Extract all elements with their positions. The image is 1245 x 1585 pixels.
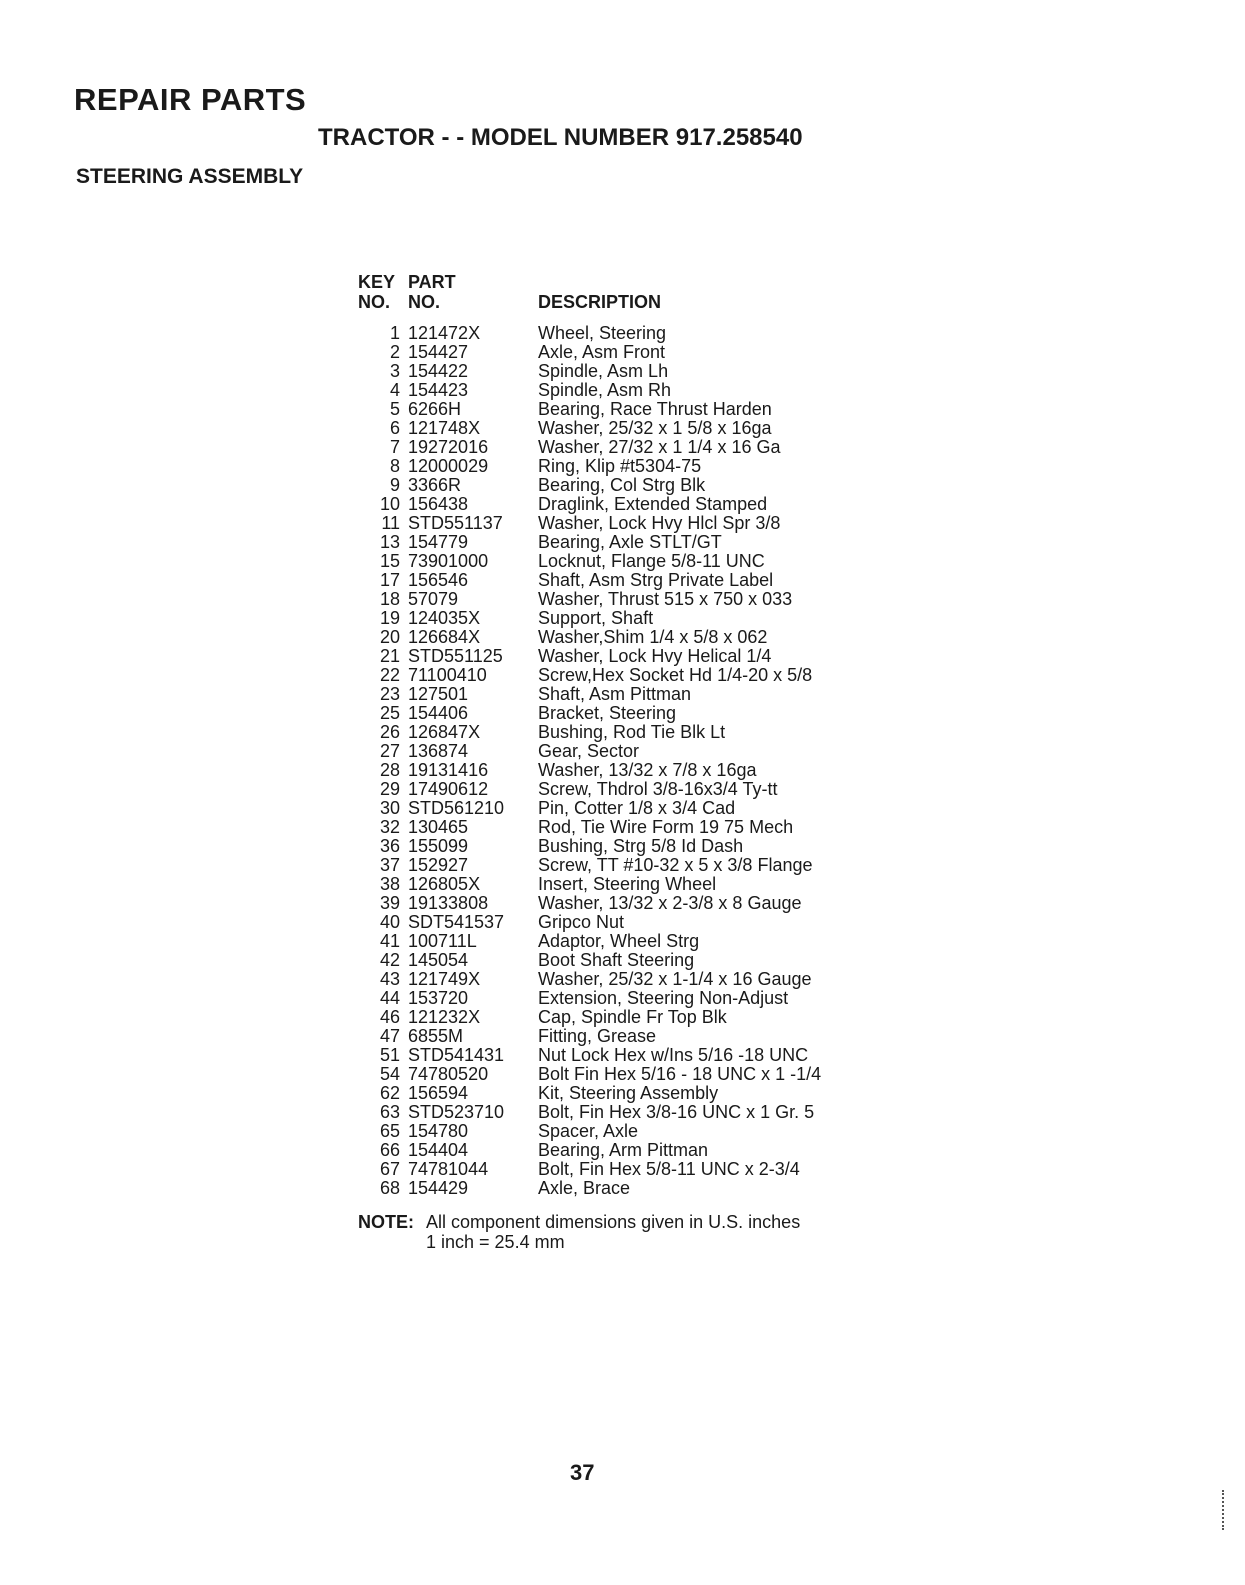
- table-row: [358, 590, 858, 609]
- description-cell: Draglink, Extended Stamped: [538, 494, 768, 514]
- column-header-key-no: KEY NO.: [358, 272, 396, 312]
- key-no-cell: 21: [379, 646, 400, 666]
- part-no-cell: 121472X: [408, 323, 481, 343]
- part-no-cell: 156546: [408, 570, 469, 590]
- key-no-cell: 9: [389, 475, 400, 495]
- key-no-cell: 46: [379, 1007, 400, 1027]
- table-row: [358, 552, 858, 571]
- part-no-cell: 57079: [408, 589, 459, 609]
- table-row: [358, 932, 858, 951]
- description-cell: Gripco Nut: [538, 912, 625, 932]
- key-no-cell: 27: [379, 741, 400, 761]
- part-no-cell: 156594: [408, 1083, 469, 1103]
- table-row: [358, 1141, 858, 1160]
- part-no-cell: 136874: [408, 741, 469, 761]
- table-row: [358, 666, 858, 685]
- parts-table: [358, 270, 858, 1198]
- table-row: [358, 457, 858, 476]
- description-cell: Cap, Spindle Fr Top Blk: [538, 1007, 727, 1027]
- description-cell: Bushing, Rod Tie Blk Lt: [538, 722, 726, 742]
- key-no-cell: 29: [379, 779, 400, 799]
- part-no-cell: SDT541537: [408, 912, 505, 932]
- part-no-cell: 19272016: [408, 437, 489, 457]
- table-row: [358, 1084, 858, 1103]
- table-row: [358, 1008, 858, 1027]
- part-no-cell: 154404: [408, 1140, 469, 1160]
- description-cell: Bracket, Steering: [538, 703, 677, 723]
- table-row: [358, 951, 858, 970]
- key-no-cell: 62: [379, 1083, 400, 1103]
- description-cell: Support, Shaft: [538, 608, 654, 628]
- table-row: [358, 514, 858, 533]
- scan-edge-mark: [1222, 1490, 1226, 1530]
- key-no-cell: 37: [379, 855, 400, 875]
- description-cell: Washer,Shim 1/4 x 5/8 x 062: [538, 627, 768, 647]
- table-row: [358, 495, 858, 514]
- key-no-cell: 25: [379, 703, 400, 723]
- description-cell: Washer, Lock Hvy Hlcl Spr 3/8: [538, 513, 781, 533]
- table-row: [358, 799, 858, 818]
- part-no-cell: 74780520: [408, 1064, 489, 1084]
- part-no-cell: 19133808: [408, 893, 489, 913]
- description-cell: Spindle, Asm Lh: [538, 361, 669, 381]
- table-row: [358, 1103, 858, 1122]
- part-no-cell: 6266H: [408, 399, 462, 419]
- description-cell: Locknut, Flange 5/8-11 UNC: [538, 551, 765, 571]
- description-cell: Bolt Fin Hex 5/16 - 18 UNC x 1 -1/4: [538, 1064, 822, 1084]
- description-cell: Spindle, Asm Rh: [538, 380, 672, 400]
- note-line-1: All component dimensions given in U.S. inches: [426, 1212, 801, 1232]
- page-number: 37: [570, 1460, 595, 1485]
- table-row: [358, 856, 858, 875]
- parts-table-header: [358, 270, 858, 324]
- table-row: [358, 1027, 858, 1046]
- key-no-cell: 40: [379, 912, 400, 932]
- table-row: [358, 400, 858, 419]
- key-no-cell: 8: [389, 456, 400, 476]
- table-row: [358, 1179, 858, 1198]
- note-line-2: 1 inch = 25.4 mm: [426, 1232, 565, 1252]
- part-no-cell: 126805X: [408, 874, 481, 894]
- part-no-cell: STD561210: [408, 798, 505, 818]
- part-no-cell: 124035X: [408, 608, 481, 628]
- table-row: [358, 704, 858, 723]
- description-cell: Bushing, Strg 5/8 Id Dash: [538, 836, 744, 856]
- part-no-cell: 74781044: [408, 1159, 489, 1179]
- description-cell: Wheel, Steering: [538, 323, 667, 343]
- key-no-cell: 3: [389, 361, 400, 381]
- part-no-cell: 155099: [408, 836, 469, 856]
- parts-table-body: [358, 324, 858, 1198]
- key-no-cell: 66: [379, 1140, 400, 1160]
- part-no-cell: 126684X: [408, 627, 481, 647]
- description-cell: Bearing, Arm Pittman: [538, 1140, 709, 1160]
- description-cell: Shaft, Asm Strg Private Label: [538, 570, 774, 590]
- part-no-cell: 100711L: [408, 931, 477, 951]
- part-no-cell: 154423: [408, 380, 469, 400]
- part-no-cell: STD551137: [408, 513, 503, 533]
- description-cell: Bearing, Race Thrust Harden: [538, 399, 772, 419]
- table-row: [358, 1046, 858, 1065]
- part-no-cell: 127501: [408, 684, 469, 704]
- key-no-cell: 5: [389, 399, 400, 419]
- part-no-cell: 154780: [408, 1121, 469, 1141]
- description-cell: Boot Shaft Steering: [538, 950, 695, 970]
- column-header-description: DESCRIPTION: [538, 292, 662, 312]
- part-no-cell: 6855M: [408, 1026, 464, 1046]
- table-row: [358, 362, 858, 381]
- part-no-cell: 121232X: [408, 1007, 481, 1027]
- table-row: [358, 723, 858, 742]
- table-row: [358, 476, 858, 495]
- description-cell: Insert, Steering Wheel: [538, 874, 717, 894]
- key-no-cell: 22: [379, 665, 400, 685]
- key-no-cell: 47: [379, 1026, 400, 1046]
- key-no-cell: 36: [379, 836, 400, 856]
- part-no-cell: 154422: [408, 361, 469, 381]
- part-no-cell: 152927: [408, 855, 469, 875]
- key-no-cell: 28: [379, 760, 400, 780]
- table-row: [358, 742, 858, 761]
- description-cell: Axle, Asm Front: [538, 342, 666, 362]
- key-no-cell: 15: [379, 551, 400, 571]
- table-row: [358, 381, 858, 400]
- description-cell: Bolt, Fin Hex 3/8-16 UNC x 1 Gr. 5: [538, 1102, 815, 1122]
- part-no-cell: STD523710: [408, 1102, 505, 1122]
- part-no-cell: 145054: [408, 950, 469, 970]
- key-no-cell: 13: [379, 532, 400, 552]
- description-cell: Washer, 25/32 x 1-1/4 x 16 Gauge: [538, 969, 812, 989]
- part-no-cell: STD551125: [408, 646, 503, 666]
- table-row: [358, 818, 858, 837]
- table-row: [358, 343, 858, 362]
- table-row: [358, 647, 858, 666]
- key-no-cell: 26: [379, 722, 400, 742]
- section-title: STEERING ASSEMBLY: [76, 165, 304, 188]
- description-cell: Shaft, Asm Pittman: [538, 684, 692, 704]
- description-cell: Washer, 13/32 x 2-3/8 x 8 Gauge: [538, 893, 802, 913]
- description-cell: Screw, Thdrol 3/8-16x3/4 Ty-tt: [538, 779, 778, 799]
- description-cell: Extension, Steering Non-Adjust: [538, 988, 789, 1008]
- table-row: [358, 837, 858, 856]
- description-cell: Washer, Thrust 515 x 750 x 033: [538, 589, 793, 609]
- description-cell: Bearing, Col Strg Blk: [538, 475, 706, 495]
- description-cell: Washer, 13/32 x 7/8 x 16ga: [538, 760, 757, 780]
- key-no-cell: 11: [381, 513, 400, 533]
- table-row: [358, 875, 858, 894]
- table-row: [358, 761, 858, 780]
- key-no-cell: 18: [379, 589, 400, 609]
- key-no-cell: 68: [379, 1178, 400, 1198]
- header-row: [358, 270, 858, 312]
- part-no-cell: 19131416: [408, 760, 489, 780]
- table-row: [358, 780, 858, 799]
- description-cell: Rod, Tie Wire Form 19 75 Mech: [538, 817, 794, 837]
- description-cell: Spacer, Axle: [538, 1121, 639, 1141]
- table-row: [358, 970, 858, 989]
- key-no-cell: 43: [379, 969, 400, 989]
- part-no-cell: 154427: [408, 342, 469, 362]
- description-cell: Adaptor, Wheel Strg: [538, 931, 700, 951]
- part-no-cell: 154779: [408, 532, 469, 552]
- column-header-part-no: PART NO.: [408, 272, 456, 312]
- key-no-cell: 19: [379, 608, 400, 628]
- key-no-cell: 2: [389, 342, 400, 362]
- key-no-cell: 54: [379, 1064, 400, 1084]
- key-no-cell: 65: [379, 1121, 400, 1141]
- key-no-cell: 20: [379, 627, 400, 647]
- key-no-cell: 39: [379, 893, 400, 913]
- description-cell: Washer, 25/32 x 1 5/8 x 16ga: [538, 418, 772, 438]
- table-row: [358, 571, 858, 590]
- key-no-cell: 30: [379, 798, 400, 818]
- part-no-cell: STD541431: [408, 1045, 505, 1065]
- table-row: [358, 1160, 858, 1179]
- key-no-cell: 44: [379, 988, 400, 1008]
- part-no-cell: 121749X: [408, 969, 481, 989]
- note: [358, 1212, 800, 1252]
- table-row: [358, 628, 858, 647]
- description-cell: Washer, 27/32 x 1 1/4 x 16 Ga: [538, 437, 781, 457]
- note-label: NOTE:: [358, 1212, 414, 1232]
- key-no-cell: 7: [389, 437, 400, 457]
- description-cell: Washer, Lock Hvy Helical 1/4: [538, 646, 772, 666]
- key-no-cell: 38: [379, 874, 400, 894]
- table-row: [358, 419, 858, 438]
- description-cell: Screw,Hex Socket Hd 1/4-20 x 5/8: [538, 665, 813, 685]
- key-no-cell: 51: [379, 1045, 400, 1065]
- part-no-cell: 154429: [408, 1178, 469, 1198]
- table-row: [358, 438, 858, 457]
- key-no-cell: 32: [379, 817, 400, 837]
- table-row: [358, 989, 858, 1008]
- key-no-cell: 23: [379, 684, 400, 704]
- part-no-cell: 154406: [408, 703, 469, 723]
- part-no-cell: 153720: [408, 988, 469, 1008]
- part-no-cell: 17490612: [408, 779, 489, 799]
- description-cell: Axle, Brace: [538, 1178, 631, 1198]
- key-no-cell: 42: [379, 950, 400, 970]
- description-cell: Gear, Sector: [538, 741, 640, 761]
- page-title: REPAIR PARTS: [74, 82, 307, 117]
- table-row: [358, 324, 858, 343]
- key-no-cell: 4: [389, 380, 400, 400]
- description-cell: Bearing, Axle STLT/GT: [538, 532, 722, 552]
- table-row: [358, 1065, 858, 1084]
- key-no-cell: 63: [379, 1102, 400, 1122]
- table-row: [358, 913, 858, 932]
- key-no-cell: 17: [379, 570, 400, 590]
- part-no-cell: 121748X: [408, 418, 481, 438]
- model-title: TRACTOR - - MODEL NUMBER 917.258540: [318, 124, 803, 151]
- part-no-cell: 71100410: [408, 665, 487, 685]
- description-cell: Ring, Klip #t5304-75: [538, 456, 702, 476]
- table-row: [358, 894, 858, 913]
- part-no-cell: 130465: [408, 817, 469, 837]
- description-cell: Nut Lock Hex w/Ins 5/16 -18 UNC: [538, 1045, 809, 1065]
- part-no-cell: 126847X: [408, 722, 481, 742]
- table-row: [358, 1122, 858, 1141]
- part-no-cell: 73901000: [408, 551, 489, 571]
- table-row: [358, 533, 858, 552]
- part-no-cell: 3366R: [408, 475, 462, 495]
- part-no-cell: 156438: [408, 494, 469, 514]
- description-cell: Pin, Cotter 1/8 x 3/4 Cad: [538, 798, 736, 818]
- description-cell: Bolt, Fin Hex 5/8-11 UNC x 2-3/4: [538, 1159, 800, 1179]
- description-cell: Screw, TT #10-32 x 5 x 3/8 Flange: [538, 855, 813, 875]
- key-no-cell: 1: [389, 323, 400, 343]
- description-cell: Fitting, Grease: [538, 1026, 657, 1046]
- key-no-cell: 6: [389, 418, 400, 438]
- table-row: [358, 685, 858, 704]
- key-no-cell: 67: [379, 1159, 400, 1179]
- description-cell: Kit, Steering Assembly: [538, 1083, 719, 1103]
- table-row: [358, 609, 858, 628]
- key-no-cell: 10: [379, 494, 400, 514]
- key-no-cell: 41: [379, 931, 400, 951]
- part-no-cell: 12000029: [408, 456, 489, 476]
